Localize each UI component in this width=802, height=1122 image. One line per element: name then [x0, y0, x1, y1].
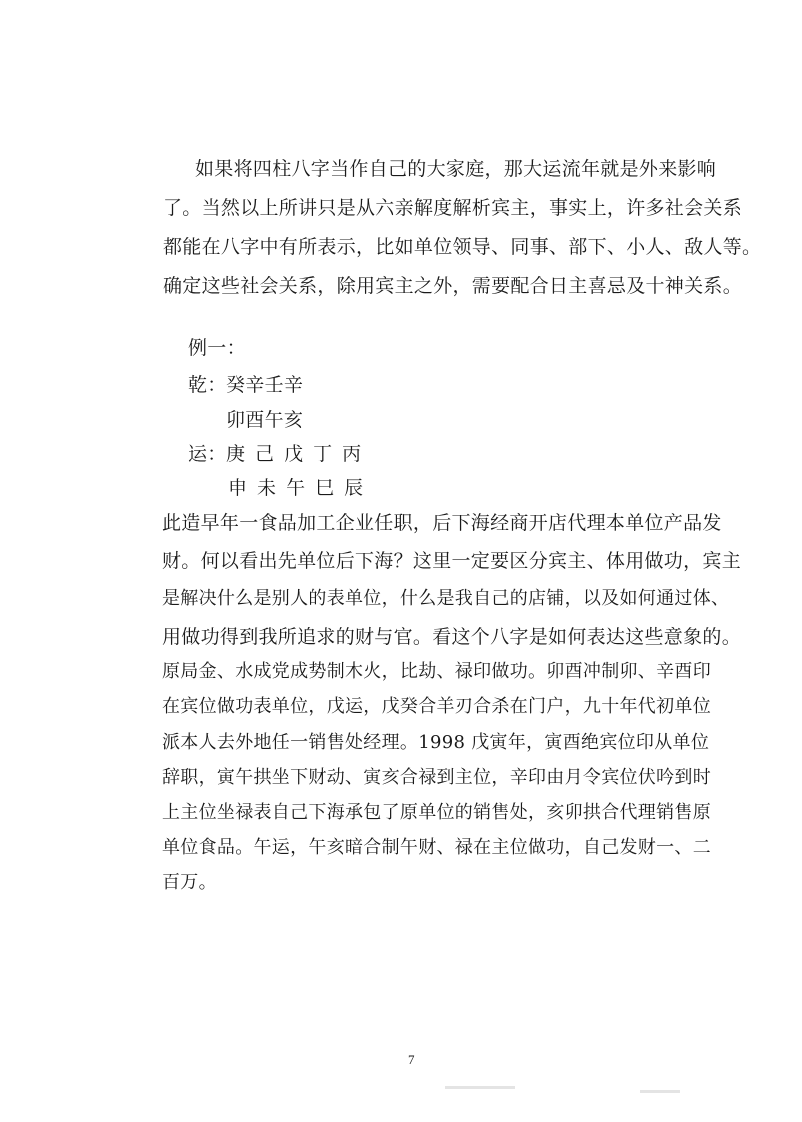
paragraph-1-line-4: 确定这些社会关系，除用宾主之外，需要配合日主喜忌及十神关系。: [163, 275, 743, 297]
paragraph-2-line-6: 在宾位做功表单位，戊运，戊癸合羊刃合杀在门户，九十年代初单位: [162, 696, 711, 717]
qian-label: 乾：: [188, 374, 227, 396]
paragraph-2-line-5: 原局金、水成党成势制木火，比劫、禄印做功。卯酉冲制卯、辛酉印: [162, 661, 711, 682]
qian-branches: 卯酉午亥: [226, 409, 304, 431]
paragraph-1-line-2: 了。当然以上所讲只是从六亲解度解析宾主，事实上，许多社会关系: [163, 197, 743, 219]
paragraph-2-line-2: 财。何以看出先单位后下海？这里一定要区分宾主、体用做功，宾主: [162, 550, 742, 572]
example-heading: 例一：: [188, 337, 246, 359]
paragraph-1-line-1: 如果将四柱八字当作自己的大家庭，那大运流年就是外来影响: [195, 158, 717, 180]
paragraph-2-line-11: 百万。: [162, 872, 217, 893]
yun-stems: 庚 己 戊 丁 丙: [226, 443, 364, 465]
paragraph-2-line-7: 派本人去外地任一销售处经理。1998 戊寅年，寅酉绝宾位印从单位: [162, 732, 710, 753]
paragraph-2-line-4: 用做功得到我所追求的财与官。看这个八字是如何表达这些意象的。: [162, 626, 742, 648]
scan-smudge: [445, 1086, 515, 1089]
page-number: 7: [408, 1052, 415, 1067]
qian-stems: 癸辛壬辛: [226, 374, 304, 396]
yun-branches: 申 未 午 巳 辰: [228, 477, 366, 499]
paragraph-2-line-1: 此造早年一食品加工企业任职，后下海经商开店代理本单位产品发: [162, 512, 722, 534]
scan-smudge: [640, 1090, 680, 1093]
paragraph-2-line-9: 上主位坐禄表自己下海承包了原单位的销售处，亥卯拱合代理销售原: [162, 802, 711, 823]
paragraph-2-line-10: 单位食品。午运，午亥暗合制午财、禄在主位做功，自己发财一、二: [162, 837, 711, 858]
paragraph-2-line-3: 是解决什么是别人的表单位，什么是我自己的店铺，以及如何通过体、: [162, 588, 730, 609]
paragraph-2-line-8: 辞职，寅午拱坐下财动、寅亥合禄到主位，辛印由月令宾位伏吟到时: [162, 767, 711, 788]
paragraph-1-line-3: 都能在八字中有所表示，比如单位领导、同事、部下、小人、敌人等。: [163, 236, 762, 258]
yun-label: 运：: [188, 443, 227, 465]
